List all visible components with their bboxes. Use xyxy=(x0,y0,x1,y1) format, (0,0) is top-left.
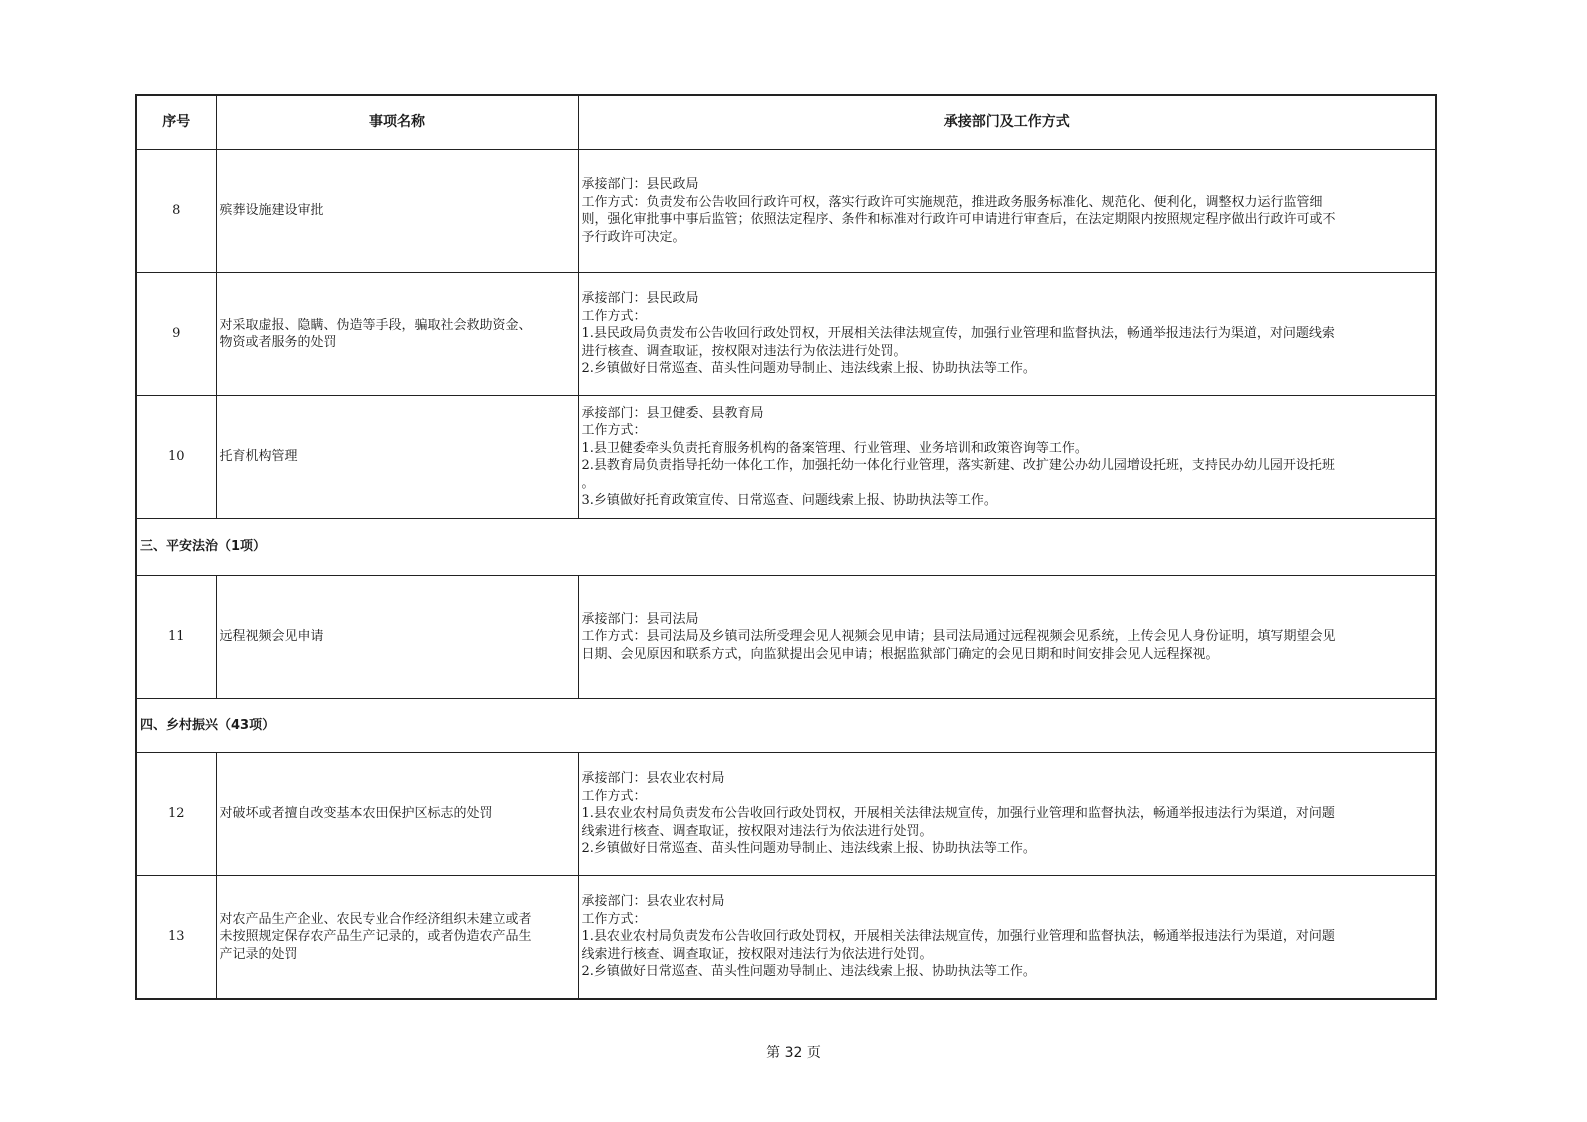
detail-line: 承接部门：县司法局 xyxy=(581,611,699,627)
row-serial: 11 xyxy=(136,576,216,699)
row-serial: 12 xyxy=(136,753,216,876)
row-serial: 8 xyxy=(136,150,216,273)
table-row xyxy=(136,753,1436,876)
row-department-method xyxy=(578,576,1436,699)
table-row xyxy=(136,273,1436,396)
detail-line: 工作方式： xyxy=(581,308,647,324)
item-name-line: 殡葬设施建设审批 xyxy=(219,203,324,219)
detail-line: 1.县卫健委牵头负责托育服务机构的备案管理、行业管理、业务培训和政策咨询等工作。 xyxy=(581,440,1088,456)
item-name-line: 未按照规定保存农产品生产记录的，或者伪造农产品生 xyxy=(219,929,532,944)
detail-line: 工作方式： xyxy=(581,423,647,438)
header-item-name: 事项名称 xyxy=(216,95,578,150)
detail-line: 2.县教育局负责指导托幼一体化工作，加强托幼一体化行业管理，落实新建、改扩建公办幼儿园增设托班，支持民办幼儿园开设托班 xyxy=(581,458,1335,473)
table-row xyxy=(136,576,1436,699)
row-department-method xyxy=(578,876,1436,999)
detail-line: 线索进行核查、调查取证，按权限对违法行为依法进行处罚。 xyxy=(581,946,933,962)
section-title: 四、乡村振兴（43项） xyxy=(136,699,1436,753)
detail-line: 2.乡镇做好日常巡查、苗头性问题劝导制止、违法线索上报、协助执法等工作。 xyxy=(581,964,1036,979)
detail-line: 。 xyxy=(581,475,595,491)
detail-line: 工作方式：县司法局及乡镇司法所受理会见人视频会见申请；县司法局通过远程视频会见系统，上传会见人身份证明，填写期望会见 xyxy=(581,629,1336,645)
row-item-name xyxy=(216,396,578,519)
detail-line: 承接部门：县卫健委、县教育局 xyxy=(581,405,764,421)
section-title: 三、平安法治（1项） xyxy=(136,519,1436,576)
header-serial: 序号 xyxy=(136,95,216,150)
detail-line: 2.乡镇做好日常巡查、苗头性问题劝导制止、违法线索上报、协助执法等工作。 xyxy=(581,361,1036,377)
detail-line: 进行核查、调查取证，按权限对违法行为依法进行处罚。 xyxy=(581,343,907,359)
item-name-line: 对破坏或者擅自改变基本农田保护区标志的处罚 xyxy=(219,806,493,822)
item-name-line: 对采取虚报、隐瞒、伪造等手段，骗取社会救助资金、 xyxy=(219,317,532,333)
section-row xyxy=(136,519,1436,576)
table-body xyxy=(136,150,1436,999)
table-row xyxy=(136,150,1436,273)
item-name-line: 物资或者服务的处罚 xyxy=(219,335,337,350)
detail-line: 则，强化审批事中事后监管；依照法定程序、条件和标准对行政许可申请进行审查后，在法定期限内按照规定程序做出行政许可或不 xyxy=(581,212,1336,227)
item-name-line: 托育机构管理 xyxy=(219,449,298,465)
header-department-method: 承接部门及工作方式 xyxy=(578,95,1436,150)
item-name-line: 产记录的处罚 xyxy=(219,946,298,962)
row-item-name xyxy=(216,876,578,999)
row-department-method xyxy=(578,273,1436,396)
detail-line: 予行政许可决定。 xyxy=(581,229,686,245)
row-item-name xyxy=(216,576,578,699)
row-item-name xyxy=(216,753,578,876)
detail-line: 承接部门：县农业农村局 xyxy=(581,771,725,787)
table-row xyxy=(136,396,1436,519)
row-department-method xyxy=(578,396,1436,519)
matters-table xyxy=(135,94,1437,1000)
section-row xyxy=(136,699,1436,753)
table-row xyxy=(136,876,1436,999)
row-item-name xyxy=(216,273,578,396)
detail-line: 承接部门：县农业农村局 xyxy=(581,894,725,909)
detail-line: 日期、会见原因和联系方式，向监狱提出会见申请；根据监狱部门确定的会见日期和时间安排会见人远程探视。 xyxy=(581,646,1219,662)
detail-line: 工作方式：负责发布公告收回行政许可权，落实行政许可实施规范，推进政务服务标准化、规范化、便利化，调整权力运行监管细 xyxy=(581,194,1323,210)
detail-line: 1.县民政局负责发布公告收回行政处罚权，开展相关法律法规宣传，加强行业管理和监督执法，畅通举报违法行为渠道，对问题线索 xyxy=(581,326,1335,342)
detail-line: 承接部门：县民政局 xyxy=(581,177,699,192)
row-department-method xyxy=(578,150,1436,273)
item-name-line: 对农产品生产企业、农民专业合作经济组织未建立或者 xyxy=(219,911,532,927)
detail-line: 1.县农业农村局负责发布公告收回行政处罚权，开展相关法律法规宣传，加强行业管理和监督执法，畅通举报违法行为渠道，对问题 xyxy=(581,929,1335,944)
table-header-row xyxy=(136,95,1436,150)
row-item-name xyxy=(216,150,578,273)
row-serial: 10 xyxy=(136,396,216,519)
detail-line: 2.乡镇做好日常巡查、苗头性问题劝导制止、违法线索上报、协助执法等工作。 xyxy=(581,841,1036,857)
row-serial: 9 xyxy=(136,273,216,396)
detail-line: 线索进行核查、调查取证，按权限对违法行为依法进行处罚。 xyxy=(581,823,933,839)
page-number: 第 32 页 xyxy=(766,1045,821,1061)
row-department-method xyxy=(578,753,1436,876)
detail-line: 3.乡镇做好托育政策宣传、日常巡查、问题线索上报、协助执法等工作。 xyxy=(581,493,997,508)
detail-line: 承接部门：县民政局 xyxy=(581,291,699,307)
item-name-line: 远程视频会见申请 xyxy=(219,629,324,645)
detail-line: 1.县农业农村局负责发布公告收回行政处罚权，开展相关法律法规宣传，加强行业管理和监督执法，畅通举报违法行为渠道，对问题 xyxy=(581,806,1335,822)
row-serial: 13 xyxy=(136,876,216,999)
detail-line: 工作方式： xyxy=(581,788,647,804)
detail-line: 工作方式： xyxy=(581,911,647,927)
